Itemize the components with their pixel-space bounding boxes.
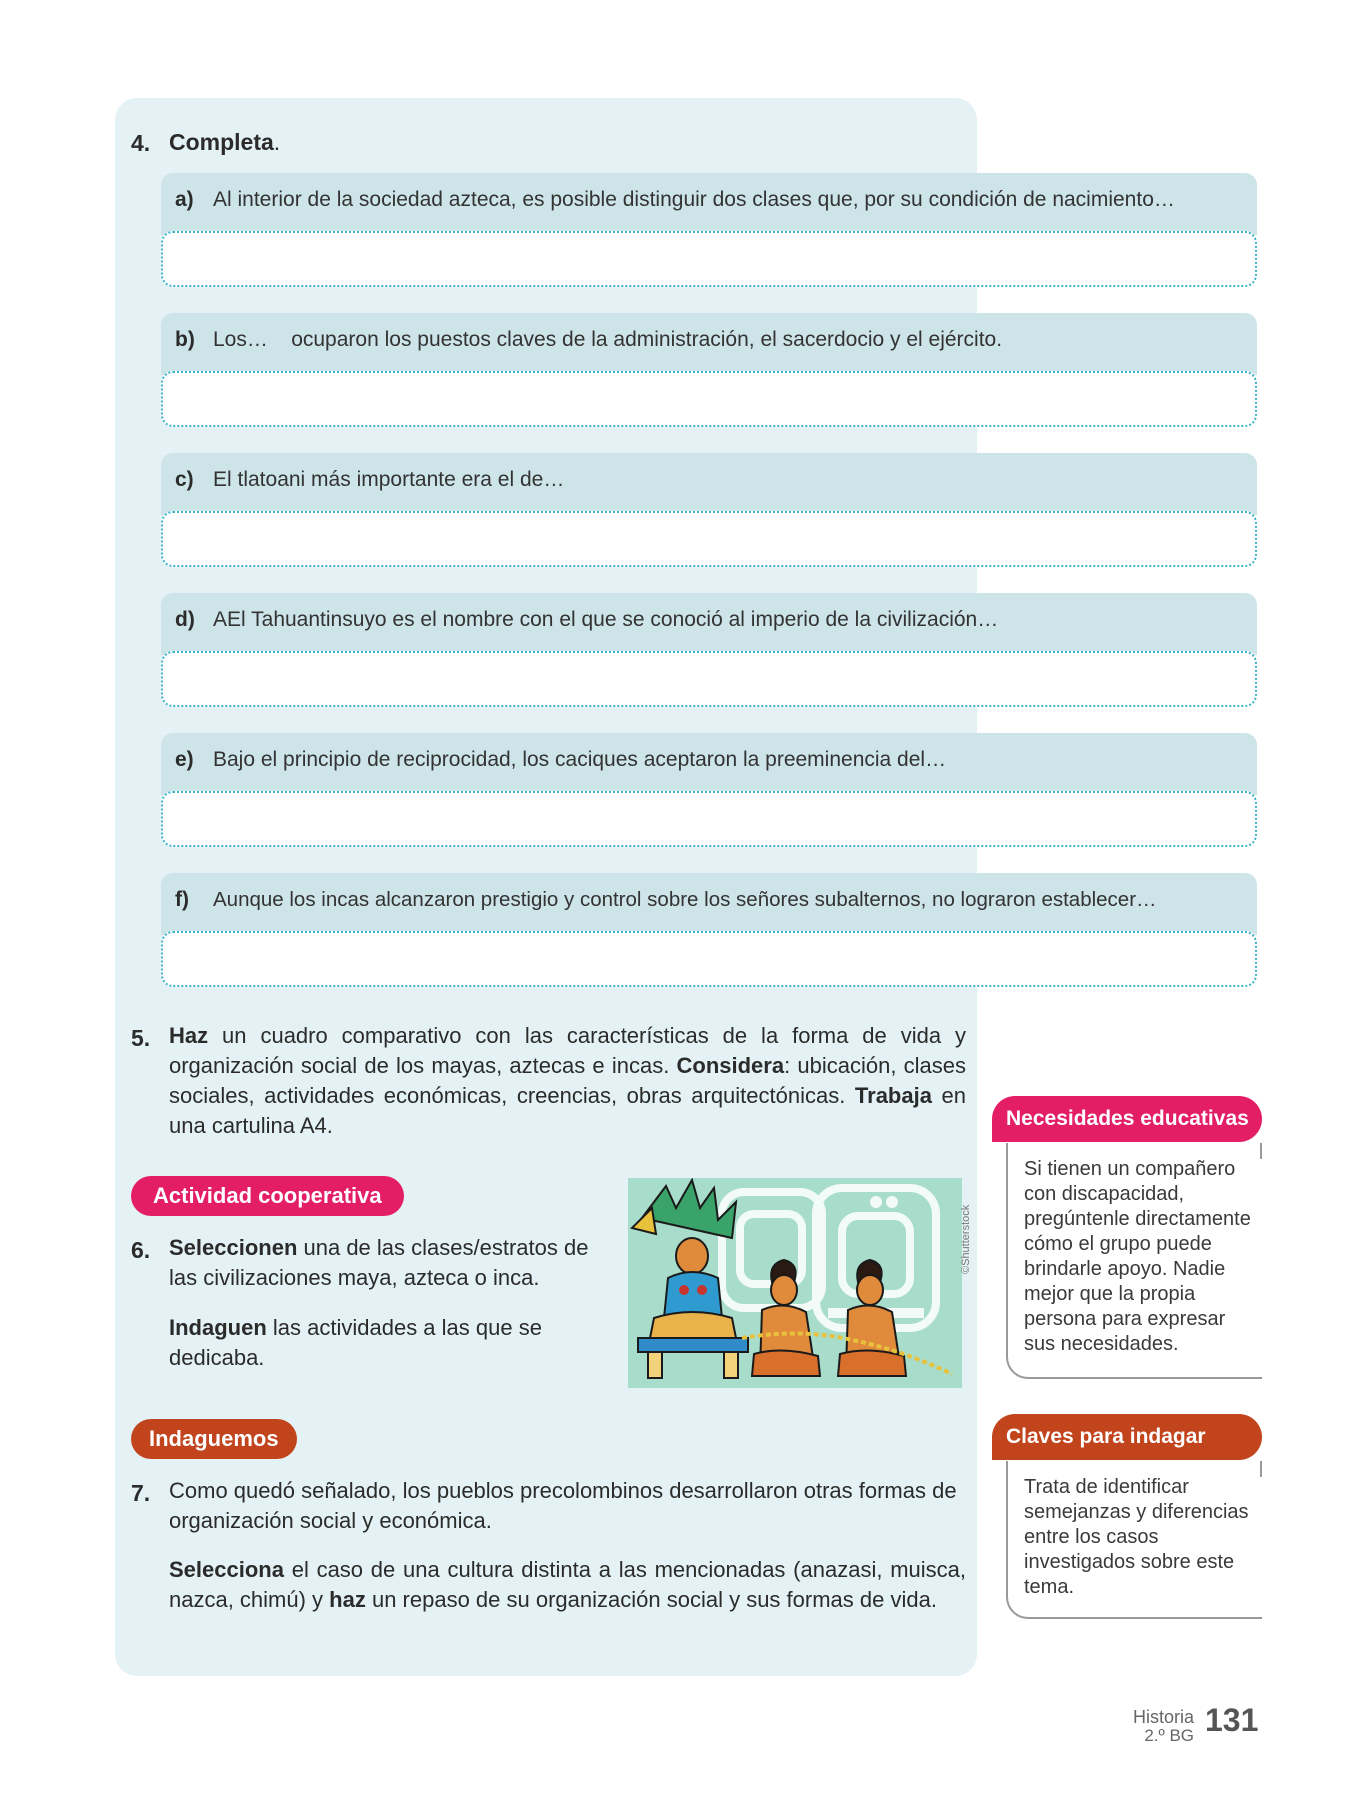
- image-credit: ©Shutterstock: [960, 1204, 972, 1274]
- answer-field[interactable]: [161, 931, 1257, 987]
- inquiry-keys-box: [1006, 1461, 1262, 1619]
- inquire-label: Indaguemos: [131, 1419, 297, 1459]
- answer-field[interactable]: [161, 651, 1257, 707]
- item-text: AEl Tahuantinsuyo es el nombre con el que se conoció al imperio de la civilización…: [213, 608, 999, 631]
- item-letter: e): [175, 748, 194, 771]
- answer-field[interactable]: [161, 231, 1257, 287]
- answer-field[interactable]: [161, 791, 1257, 847]
- question-4-instruction: Completa.: [169, 129, 281, 155]
- item-prompt: [161, 173, 1257, 235]
- educational-needs-title: Necesidades educativas: [992, 1096, 1262, 1142]
- inquiry-keys-text: Trata de identificar semejanzas y diferencias entre los casos investigados sobre este tema.: [1024, 1476, 1249, 1598]
- question-4-number: 4.: [131, 130, 151, 156]
- item-text: Bajo el principio de reciprocidad, los caciques aceptaron la preeminencia del…: [213, 748, 947, 771]
- completion-item-a: [161, 173, 1257, 289]
- completion-item-d: [161, 593, 1257, 709]
- question-6-text-1: Seleccionen una de las clases/estratos de las civilizaciones maya, azteca o inca.: [169, 1235, 589, 1290]
- item-letter: c): [175, 468, 194, 491]
- footer-subject: Historia: [1132, 1707, 1194, 1727]
- answer-field[interactable]: [161, 371, 1257, 427]
- completion-item-f: [161, 873, 1257, 989]
- question-7-number: 7.: [131, 1480, 151, 1506]
- item-letter: d): [175, 608, 195, 631]
- inquiry-keys-title: Claves para indagar: [992, 1414, 1262, 1460]
- item-text: Al interior de la sociedad azteca, es posible distinguir dos clases que, por su condición de nacimiento…: [213, 188, 1175, 211]
- item-text: El tlatoani más importante era el de…: [213, 468, 565, 491]
- question-5-text: Haz un cuadro comparativo con las características de la forma de vida y organización social de los mayas, aztecas e incas. Considera: ubicación, clases sociales, actividades económicas, creencias, obras arquitectónicas. Trabaja en una cartulina A4.: [169, 1023, 966, 1138]
- footer-grade: 2.º BG: [1144, 1726, 1194, 1745]
- question-7-text-1: Como quedó señalado, los pueblos precolombinos desarrollaron otras formas de organización social y económica.: [169, 1478, 957, 1533]
- item-prompt: [161, 733, 1257, 795]
- completion-item-e: [161, 733, 1257, 849]
- throne-seat: [638, 1338, 748, 1352]
- item-prompt: [161, 453, 1257, 515]
- pre-columbian-illustration: [622, 1178, 968, 1396]
- educational-needs-text: Si tienen un compañero con discapacidad, pregúntenle directamente cómo el grupo puede brindarle apoyo. Nadie mejor que la propia persona para expresar sus necesidades.: [1024, 1158, 1251, 1355]
- completion-item-b: [161, 313, 1257, 429]
- item-prompt: [161, 593, 1257, 655]
- item-letter: a): [175, 188, 194, 211]
- completion-item-c: [161, 453, 1257, 569]
- item-letter: b): [175, 328, 195, 351]
- item-text: Los… ocuparon los puestos claves de la administración, el sacerdocio y el ejército.: [213, 328, 1003, 351]
- question-6-number: 6.: [131, 1237, 151, 1263]
- answer-field[interactable]: [161, 511, 1257, 567]
- question-5-number: 5.: [131, 1025, 151, 1051]
- cooperative-activity-label: Actividad cooperativa: [131, 1176, 404, 1216]
- question-6-text-2: Indaguen las actividades a las que se dedicaba.: [169, 1315, 542, 1370]
- educational-needs-box: [1006, 1143, 1262, 1379]
- page-number: 131: [1205, 1702, 1259, 1738]
- item-prompt: [161, 873, 1257, 935]
- item-prompt: [161, 313, 1257, 375]
- item-letter: f): [175, 888, 189, 911]
- item-text: Aunque los incas alcanzaron prestigio y control sobre los señores subalternos, no lograron establecer…: [213, 888, 1157, 911]
- question-7-text-2: Selecciona el caso de una cultura distinta a las mencionadas (anazasi, muisca, nazca, chimú) y haz un repaso de su organización social y sus formas de vida.: [169, 1557, 966, 1612]
